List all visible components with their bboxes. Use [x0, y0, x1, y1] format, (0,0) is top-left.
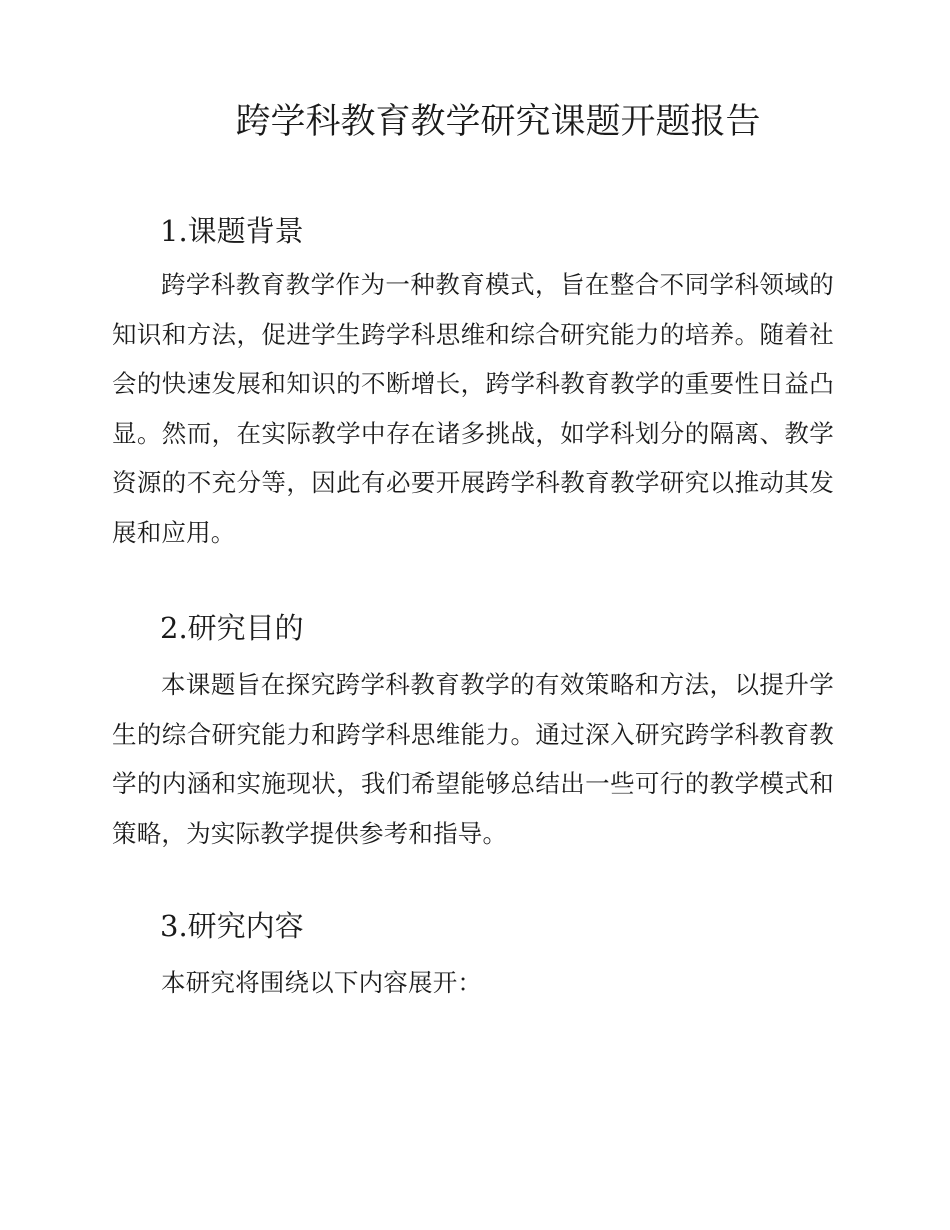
section-heading-purpose: 2.研究目的	[160, 611, 304, 645]
section-heading-background: 1.课题背景	[160, 214, 304, 248]
section-paragraph-background: 跨学科教育教学作为一种教育模式，旨在整合不同学科领域的知识和方法，促进学生跨学科思维和综合研究能力的培养。随着社会的快速发展和知识的不断增长，跨学科教育教学的重要性日益凸显。然而，在实际教学中存在诸多挑战，如学科划分的隔离、教学资源的不充分等，因此有必要开展跨学科教育教学研究以推动其发展和应用。	[112, 270, 834, 547]
section-heading-content: 3.研究内容	[160, 909, 304, 943]
document-title: 跨学科教育教学研究课题开题报告	[235, 102, 761, 142]
section-paragraph-purpose: 本课题旨在探究跨学科教育教学的有效策略和方法，以提升学生的综合研究能力和跨学科思维能力。通过深入研究跨学科教育教学的内涵和实施现状，我们希望能够总结出一些可行的教学模式和策略，为实际教学提供参考和指导。	[112, 670, 834, 848]
section-paragraph-content: 本研究将围绕以下内容展开：	[161, 968, 483, 997]
